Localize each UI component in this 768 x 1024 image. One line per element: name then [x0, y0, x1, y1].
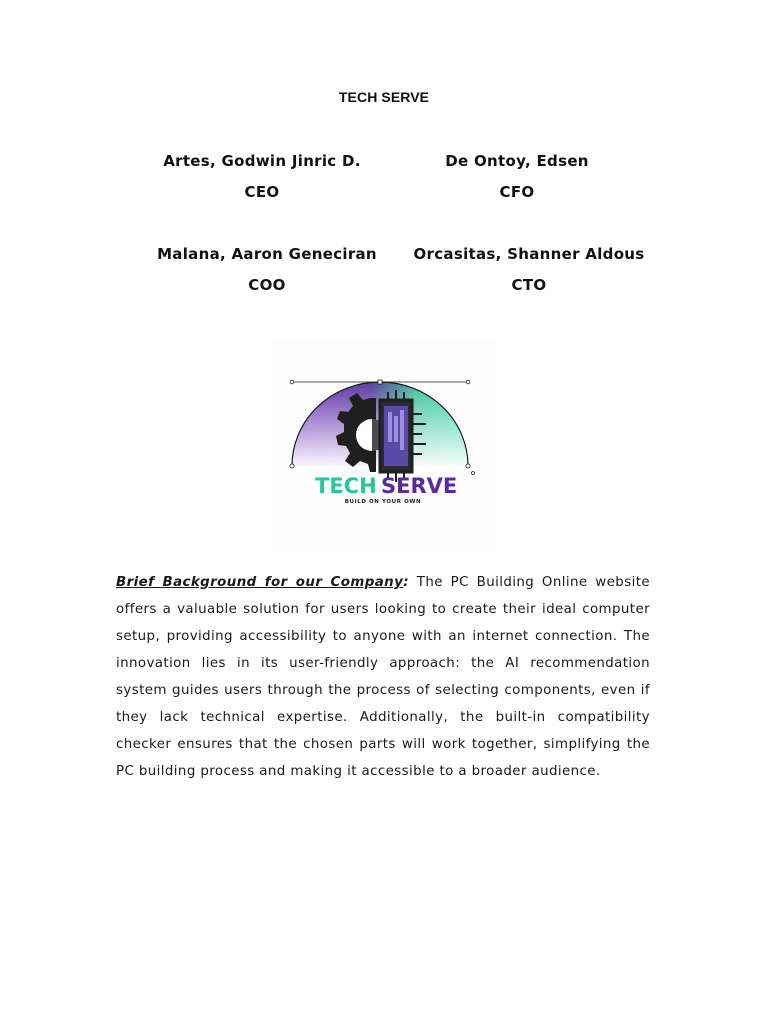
officer-coo	[143, 243, 391, 296]
officer-role: CTO	[511, 276, 547, 294]
officer-name: Orcasitas, Shanner Aldous	[413, 245, 645, 263]
company-background	[116, 569, 650, 785]
background-colon: :	[403, 575, 409, 590]
logo-brand-tech: TECH	[315, 474, 377, 498]
officer-name: Artes, Godwin Jinric D.	[163, 152, 361, 170]
officer-role: CEO	[244, 183, 280, 201]
officer-role: CFO	[499, 183, 535, 201]
officer-cfo	[413, 150, 621, 203]
background-text: The PC Building Online website offers a valuable solution for users looking to create their ideal computer setup, providing accessibility to anyone with an internet connection. The innovation lies in its user-friendly approach: the AI recommendation system guides users through the process of selecting components, even if they lack technical expertise. Additionally, the built-in compatibility checker ensures that the chosen parts will work together, simplifying the PC building process and making it accessible to a broader audience.	[116, 575, 650, 779]
officer-name: Malana, Aaron Geneciran	[157, 245, 377, 263]
document-title: TECH SERVE	[338, 89, 430, 105]
logo-tagline: BUILD ON YOUR OWN	[344, 499, 422, 505]
company-logo	[272, 340, 494, 545]
officer-role: COO	[248, 276, 286, 294]
officer-name: De Ontoy, Edsen	[445, 152, 589, 170]
background-label: Brief Background for our Company	[116, 575, 404, 590]
officer-ceo	[143, 150, 381, 203]
logo-brand-serve: SERVE	[381, 474, 458, 498]
officer-cto	[405, 243, 653, 296]
